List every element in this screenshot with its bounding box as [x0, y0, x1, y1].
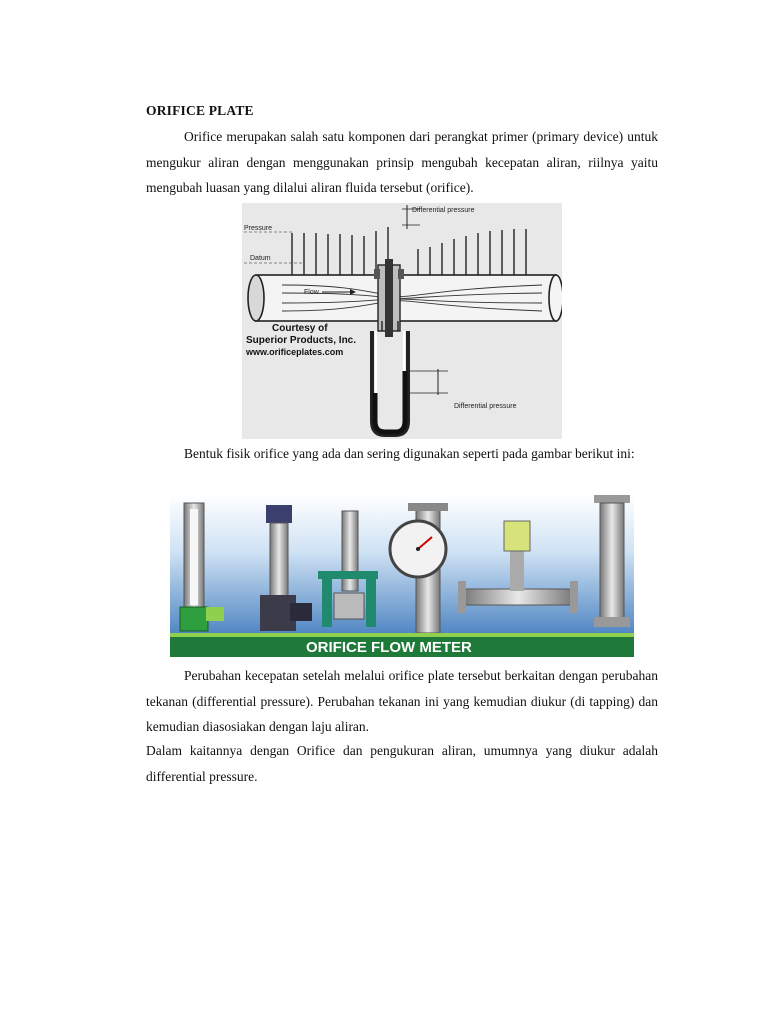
- label-differential-pressure-bottom: Differential pressure: [454, 403, 517, 410]
- credit-line-2: Superior Products, Inc.: [246, 335, 357, 346]
- label-flow: Flow: [304, 289, 319, 296]
- paragraph-measurement: Dalam kaitannya dengan Orifice dan pengukuran aliran, umumnya yang diukur adalah differential pressure.: [146, 743, 658, 784]
- orifice-diagram-svg: [242, 203, 562, 439]
- credit-line-3: www.orificeplates.com: [246, 347, 344, 357]
- label-pressure: Pressure: [244, 225, 273, 232]
- orifice-flow-meter-photo: [170, 495, 634, 657]
- banner-title: ORIFICE FLOW METER: [306, 639, 472, 656]
- paragraph-intro: Orifice merupakan salah satu komponen dari perangkat primer (primary device) untuk mengukur aliran dengan menggunakan prinsip mengubah kecepatan aliran, riilnya yaitu mengubah luasan yang dilalui aliran fluida tersebut (orifice).: [146, 129, 658, 195]
- label-differential-pressure-top: Differential pressure: [412, 207, 475, 214]
- paragraph-physical-shape: Bentuk fisik orifice yang ada dan sering digunakan seperti pada gambar berikut ini:: [184, 446, 635, 461]
- orifice-plate-diagram: [242, 203, 562, 439]
- credit-line-1: Courtesy of: [272, 323, 328, 334]
- flow-meter-photo-svg: [170, 495, 634, 657]
- section-heading: ORIFICE PLATE: [146, 103, 254, 118]
- label-datum: Datum: [250, 255, 271, 262]
- paragraph-velocity-change: Perubahan kecepatan setelah melalui orifice plate tersebut berkaitan dengan perubahan tekanan (differential pressure). Perubahan tekanan ini yang kemudian diukur (di tapping) dan kemudian diasosiakan dengan laju aliran.: [146, 668, 658, 734]
